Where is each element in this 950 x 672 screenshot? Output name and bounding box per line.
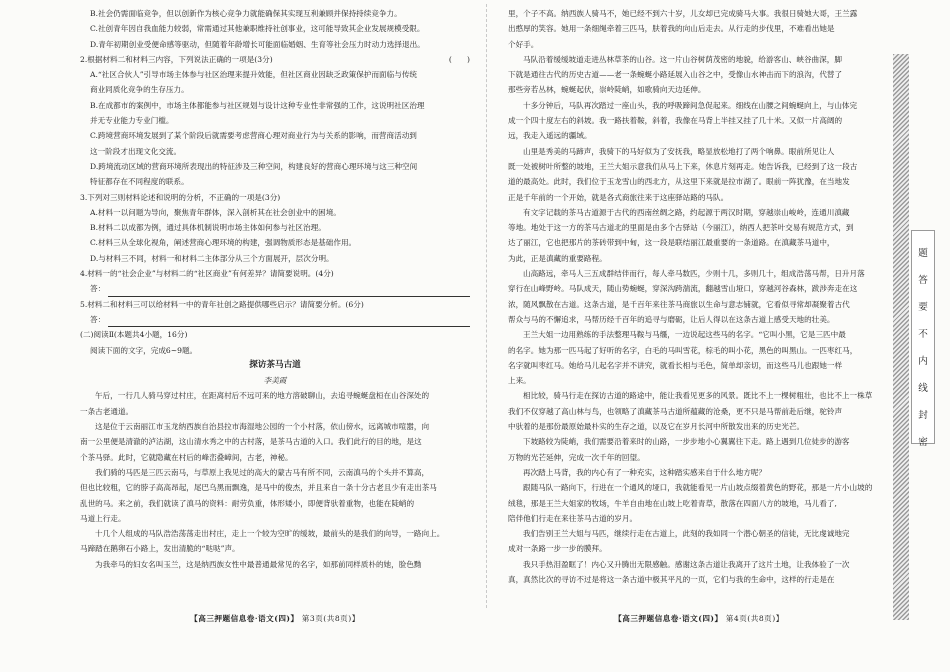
line-text: 绒毯，那是王兰大姐家的牧场，牛羊自由地在山坡上吃着青草，散落在四面八方的坡地，马儿看了, <box>508 498 837 508</box>
line-text: 为此，正是滇藏的重要路程。 <box>508 253 607 263</box>
line-text: D.跨境流动区域的营商环境所表现出的特征涉及三种空间，构建良好的营商心理环境与这三种空间 <box>90 161 418 171</box>
seal-char: 内 <box>918 356 928 367</box>
text-line <box>80 434 470 449</box>
text-line <box>80 6 470 21</box>
line-text: 这一阶段才出现文化交流。 <box>90 146 182 156</box>
line-text: B.材料二以成都为例，通过具体机制说明市场主体如何参与社区治理。 <box>90 223 326 233</box>
text-line <box>508 6 890 21</box>
line-text: 出憨厚的笑容。她用一条细绳牵着三匹马，肤着我的向山后走去。从行走的步伐里，不难看出她是 <box>508 24 835 34</box>
line-text: 正是千年前的一个开始，就是各式商旅往来于这座驿站路的马队。 <box>508 192 729 202</box>
right-page <box>508 6 890 672</box>
answer-label: 答： <box>90 284 106 294</box>
line-text: 既一处被树叶所整的坡地，王兰大姐示意我们从马上下来，休息片刻再走。她告诉我，已经到了这一段古 <box>508 161 858 171</box>
text-line <box>80 113 470 128</box>
line-text: 再次踏上马背，我的内心有了一种充实，这种踏实感来自于什么地方呢？ <box>523 467 766 477</box>
passage-title <box>80 358 470 373</box>
text-line <box>80 297 470 312</box>
line-text: 午后，一行几人骑马穿过村庄，在距离村后不远可来的地方溶破聊山，去追寻蜿蜒盘桓在山谷深处的 <box>95 391 430 401</box>
text-line <box>80 82 470 97</box>
text-line <box>80 159 470 174</box>
text-line <box>508 358 890 373</box>
text-line <box>508 37 890 52</box>
text-line <box>80 67 470 82</box>
text-line <box>508 404 890 419</box>
line-text: 并无专业能力专业门槛。 <box>90 116 174 126</box>
line-text: 下坡路较为陡峭，我们需要沿着来时的山路，一步步地小心翼翼往下走。路上遇到几位徒步的游客 <box>523 437 850 447</box>
text-line <box>508 327 890 342</box>
text-line <box>508 190 890 205</box>
text-line <box>508 205 890 220</box>
text-line <box>80 251 470 266</box>
text-line <box>508 343 890 358</box>
line-text: 为我牵马的妇女名叫玉兰，这是纳西族女性中最普通最常见的名字，如那前同样质朴的她，脸色黝 <box>95 559 422 569</box>
page-fold-line <box>486 4 487 608</box>
text-line <box>80 327 470 342</box>
line-text: 山高路远，牵马人三五成群结伴而行，每人牵马数匹，少则十几，多则几十，组成浩荡马帮，日升月落 <box>523 269 865 279</box>
line-text: 有文字记载的茶马古道源于古代的西南丝绸之路，约起源于两汉时期，穿越崇山峻岭，连通川滇藏 <box>523 207 850 217</box>
text-line <box>80 343 470 358</box>
text-line <box>508 98 890 113</box>
line-text: 万物的光芒延伸，完成一次千年的回望。 <box>508 452 645 462</box>
line-text: A.“社区合伙人”引导市场主体参与社区治理来提升效能，但社区商业因缺乏政策保护而面临与传统 <box>90 70 418 80</box>
text-line <box>80 144 470 159</box>
line-text: 2.根据材料二和材料三内容，下列说法正确的一项是(3分) <box>80 54 273 64</box>
answer-line <box>80 281 470 296</box>
line-text: 我们不仅穿越了高山林与鸟，也领略了滇藏茶马古道所蕴藏的沧桑，更不只是马帮前赴后继，驼铃声 <box>508 406 843 416</box>
text-line <box>80 21 470 36</box>
line-text: 十几个人组成的马队浩浩荡荡走出村庄，走上一个较为空旷的缓坡，最前头的是我们的向导，一路向上。 <box>95 529 445 539</box>
line-text: B.社会仍需面临竞争，但以创新作为核心竞争力就能确保其实现互利兼顾并保持持续竞争力。 <box>90 9 402 18</box>
text-line <box>80 266 470 281</box>
text-line <box>508 496 890 511</box>
text-line <box>508 144 890 159</box>
page-footer <box>508 611 890 626</box>
text-line <box>508 541 890 556</box>
line-text: 相比较，骑马行走在探访古道的路途中，能让我看见更多的风景。既比不上一棵树粗壮，也比不上一株草 <box>523 391 873 401</box>
left-page <box>80 6 470 672</box>
text-line <box>80 235 470 250</box>
text-line <box>508 82 890 97</box>
line-text: 我们告别王兰大姐与马匹，继续行走在古道上，此刻的我如同一个潜心朝圣的信徒，无比虔诚地完 <box>523 529 850 539</box>
line-text: 中驮着的是那份最原始最朴实的生存之道，以及它在岁月长河中所散发出来的历史光芒。 <box>508 422 805 432</box>
line-text: 名字就叫枣红马。她给马儿起名字并不讲究，就看长相与毛色，简单却亲切，而这些马儿也跟她一样 <box>508 360 843 370</box>
text-line <box>80 496 470 511</box>
line-text: 帮众与马的不懈追求，马帮历经千百年的追寻与磨砺，让后人得以在这条古道上感受天地的壮美。 <box>508 314 835 324</box>
line-text: 南一公里便是清澈的泸沽湖，这山清水秀之中的古村落，是茶马古道的入口。我们此行的目的地，是这 <box>80 437 422 447</box>
text-line <box>508 174 890 189</box>
text-line <box>508 297 890 312</box>
line-text: D.青年初期创业受便命感等驱动，但随着年龄增长可能面临婚姻、生育等社会压力时动力选择退出。 <box>90 39 425 49</box>
text-line <box>80 128 470 143</box>
line-text: C.材料三从全球化视角，阐述营商心理环境的构建，强调物质形态是基础作用。 <box>90 238 357 248</box>
text-line <box>508 21 890 36</box>
line-text: 阅读下面的文字，完成6~9题。 <box>90 345 198 355</box>
line-text: 马队沿着缓缓坡道走进丛林草茶的山谷。这一片山谷树荫茂密的地貌，给游客山、峡谷曲深，脚 <box>523 54 842 64</box>
page-number: 第4页(共8页)】 <box>725 614 784 623</box>
line-text: 个好手。 <box>508 39 539 49</box>
line-text: 但也比较粗，它的脖子高高昂起，尾巴乌黑而飘逸，是马中的俊杰，并且来自一条十分古老且少有走出茶马 <box>80 483 437 493</box>
answer-bracket[interactable]: ( ) <box>448 54 470 64</box>
text-line <box>508 511 890 526</box>
text-line <box>80 205 470 220</box>
text-line <box>508 113 890 128</box>
line-text: 探访茶马古道 <box>249 359 301 370</box>
text-line <box>508 388 890 403</box>
text-line <box>80 526 470 541</box>
text-line <box>508 572 890 587</box>
text-line <box>508 434 890 449</box>
line-text: 陪伴他们行走在来往茶马古道的岁月。 <box>508 513 638 523</box>
line-text: 那些旁若丛林，蜿蜒起伏，崇岭陡峭，如歌骑向天边延伸。 <box>508 85 706 95</box>
text-line <box>508 67 890 82</box>
text-line <box>508 128 890 143</box>
text-line <box>80 190 470 205</box>
text-line <box>80 388 470 403</box>
line-text: (二)阅读Ⅱ(本题共4小题，16分) <box>80 330 188 340</box>
line-text: 一条古老通道。 <box>80 406 134 416</box>
answer-line <box>80 312 470 327</box>
page-number: 第3页(共8页)】 <box>301 614 360 623</box>
text-line <box>508 266 890 281</box>
line-text: 马蹄踏在鹅卵石小路上，发出清脆的“哒哒”声。 <box>80 544 240 554</box>
text-line <box>80 557 470 572</box>
text-line <box>508 52 890 67</box>
footer-title: 【高三押题信息卷·语文(四)】 <box>614 614 723 623</box>
line-text: 我只手热泪盈眶了！内心又升腾出无限感触。感谢这条古道让我离开了这片土地，让我体验了一次 <box>523 559 850 569</box>
seal-char: 不 <box>918 329 928 340</box>
line-text: C.跨境营商环境发展到了某个阶段后就需要考虑营商心理对商业行为与关系的影响，而营商活动到 <box>90 131 417 141</box>
answer-label: 答： <box>90 314 106 324</box>
text-line <box>80 52 470 67</box>
line-text: 乱世的马。来之前，我们就读了滇马的资料：耐劳负重，体形矮小，即便背驮着重物，也能在陡峭的 <box>80 498 415 508</box>
seal-char: 密 <box>918 437 928 448</box>
line-text: 里，个子不高。纳西族人骑马不，她已经不到六十岁，儿女却已完成骑马大事。我很日骑她大哥，王兰露 <box>508 9 858 18</box>
text-line <box>80 541 470 556</box>
line-text: 达了丽江，它也把那片的茶砖带到中甸，这一段是联结丽江最重要的一条道路。在滇藏茶马道中， <box>508 238 835 248</box>
line-text: 这是位于云南丽江市玉龙纳西族自治县拉市海湿地公园的一个小村落，依山傍水，远离城市喧嚣，向 <box>95 422 430 432</box>
text-line <box>80 480 470 495</box>
line-text: 成一个四十度左右的斜坡。我一路扶着鞍，斜着，我像在马背上半挂又挂了几十米。又似一片高阔的 <box>508 116 843 126</box>
text-line <box>508 480 890 495</box>
line-text: 王兰大姐一边用熟练的手法整理马鞍与马缰，一边说起这些马的名字。“它叫小黑，它是三匹中最 <box>523 330 846 340</box>
line-text: 山里是秀美的马蹄声，我骑下的马好似为了安抚我，略显放松地打了两个响鼻。眼前所见让人 <box>523 146 835 156</box>
text-line <box>508 465 890 480</box>
text-line <box>508 235 890 250</box>
answer-blank[interactable] <box>108 286 470 297</box>
text-line <box>508 312 890 327</box>
line-text: 道的最高处。此时，我们位于玉龙雪山的西北方，从这里下来就是拉市湖了。眼前一阵犹豫，在当地发 <box>508 177 850 187</box>
line-text: C.社创青年因自我血能力较弱，常需通过其他兼职维持社创事业，这可能导致其企业发展规模受限。 <box>90 24 425 34</box>
line-text: 的名字。她为那一匹马起了好听的名字，白毛的马叫雪花，棕毛的叫小花，黑色的叫黑山。一匹枣红马， <box>508 345 858 355</box>
line-text: B.在成都市的案例中，市场主体都能参与社区规划与设计这种专业性非常强的工作，这说明社区治理 <box>90 100 425 110</box>
line-text: D.与材料三不同，材料一和材料二主体部分从三个方面展开，层次分明。 <box>90 253 334 263</box>
text-line <box>80 450 470 465</box>
line-text: 穿行在山峰野岭。马队成天，随山势蜿蜒，穿深沟跨湍流，翻越雪山垭口，穿越河谷森林，跋涉奔走在这 <box>508 284 858 294</box>
text-line <box>508 526 890 541</box>
text-line <box>508 251 890 266</box>
line-text: 下就是通往古代的历史古道——老一条蜿蜒小路延展入山谷之中，受像山水神击而下的浪沟，代替了 <box>508 70 843 80</box>
text-line <box>80 98 470 113</box>
text-line <box>508 373 890 388</box>
answer-blank[interactable] <box>108 316 470 327</box>
line-text: 特征都存在不同程度的联系。 <box>90 177 189 187</box>
line-text: 商业同质化竞争的生存压力。 <box>90 85 189 95</box>
line-text: 远，我走入遥远的疆域。 <box>508 131 592 141</box>
line-text: 浓，随风飘散在古道。这条古道，是千百年来往茶马商旅以生命与意志铺就，它看似寻常却凝聚着古代 <box>508 299 850 309</box>
seal-char: 封 <box>918 410 928 421</box>
text-line <box>508 281 890 296</box>
text-line <box>80 465 470 480</box>
footer-title: 【高三押题信息卷·语文(四)】 <box>190 614 299 623</box>
line-text: 成对一条路一步一步的膜拜。 <box>508 544 607 554</box>
page-footer <box>80 611 470 626</box>
sealed-line-notice <box>911 230 935 448</box>
text-line <box>80 404 470 419</box>
seal-char: 要 <box>918 302 928 313</box>
line-text: A.材料一以问题为导向，聚焦青年群体，深入剖析其在社会创业中的困境。 <box>90 207 341 217</box>
line-text: 个茶马驿。此时，它就隐藏在村后的峰峦叠嶂间，古老，神秘。 <box>80 452 293 462</box>
seal-char: 线 <box>918 383 928 394</box>
line-text: 跟随马队一路向下，行进在一个通风的垭口，我就能看见一片山坡点缀着黄色的野花，那是一片小山坡的 <box>523 483 873 493</box>
line-text: 等地。地处于这一方的茶马古道北的里面是由多个古驿站（今丽江），纳西人把茶叶交易有规范方式，到 <box>508 223 854 233</box>
text-line <box>508 450 890 465</box>
binding-strip <box>893 54 909 620</box>
line-text: 5.材料二和材料三可以给材料一中的青年社创之路提供哪些启示？请简要分析。(6分) <box>80 299 364 309</box>
line-text: 3.下列对三则材料论述和说明的分析，不正确的一项是(3分) <box>80 192 281 202</box>
text-line <box>508 419 890 434</box>
text-line <box>80 37 470 52</box>
text-line <box>80 174 470 189</box>
line-text: 上来。 <box>508 376 531 386</box>
text-line <box>80 511 470 526</box>
text-line <box>80 419 470 434</box>
line-text: 真，真然比次的寻访不过是将这一条古道中极其平凡的一页，它们与我的生命中，这样的行走是在 <box>508 574 835 584</box>
line-text: 马道上行走。 <box>80 513 126 523</box>
seal-char: 题 <box>918 248 928 259</box>
seal-char: 答 <box>918 275 928 286</box>
text-line <box>80 220 470 235</box>
line-text: 4.材料一的“社会企业”与材料二的“社区商业”有何差异？请简要说明。(4分) <box>80 269 334 279</box>
text-line <box>508 557 890 572</box>
line-text: 十多分钟后，马队再次踏过一座山头，我的呼吸蹄间急促起来。细线在山腰之间蜿蜒向上，与山体完 <box>523 100 858 110</box>
line-text: 我们骑的马匹是三匹云南马，与草原上我见过的高大的蒙古马有所不同，云南滇马的个头并不算高， <box>95 467 430 477</box>
passage-author <box>80 373 470 388</box>
line-text: 李美霞 <box>263 376 287 386</box>
text-line <box>508 220 890 235</box>
text-line <box>508 159 890 174</box>
